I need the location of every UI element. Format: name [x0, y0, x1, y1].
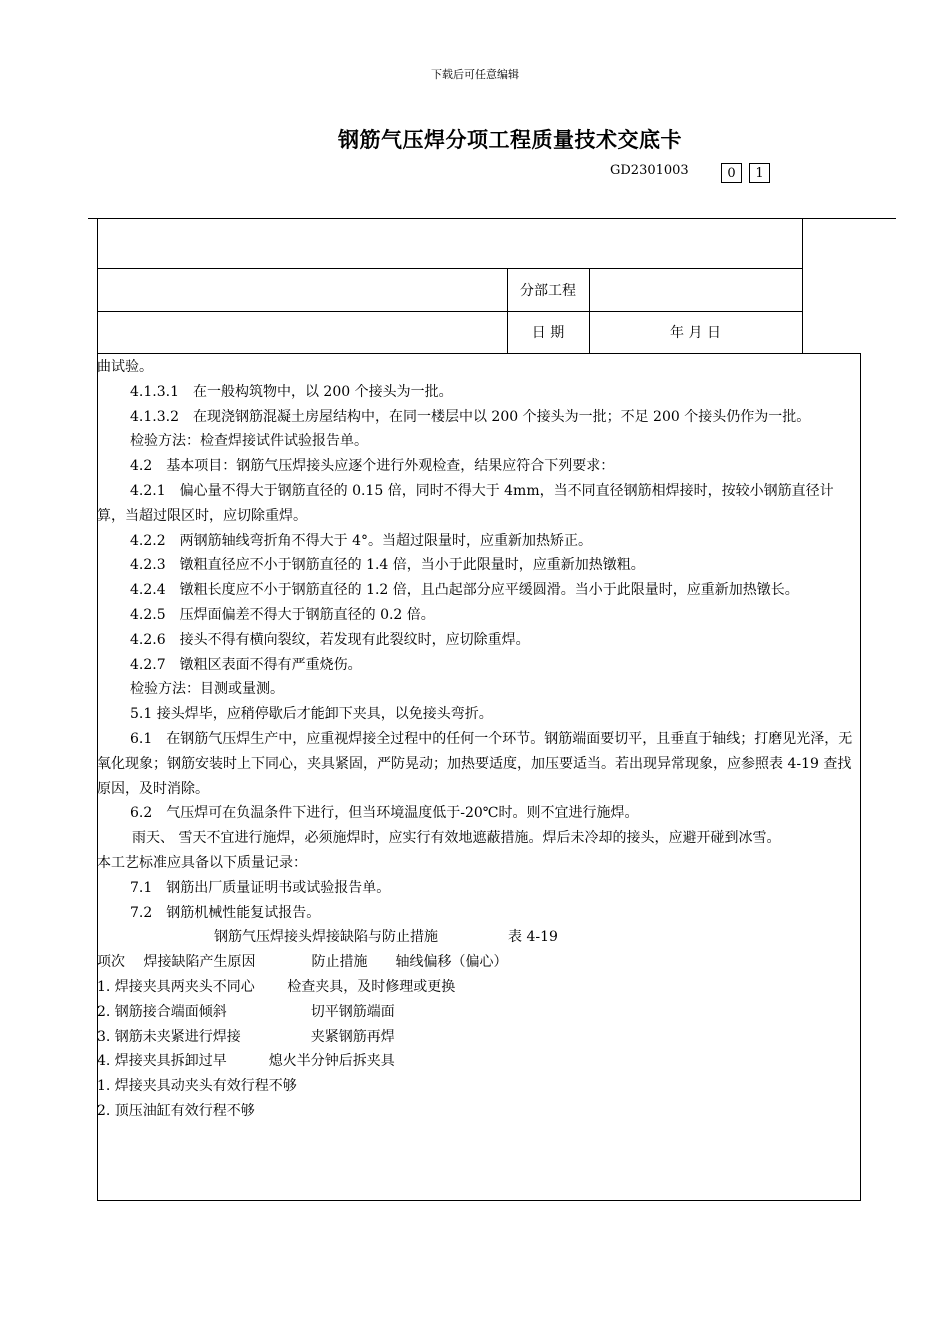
body-line: 6.2 气压焊可在负温条件下进行，但当环境温度低于-20℃时。则不宜进行施焊。 — [130, 805, 639, 822]
body-text — [97, 355, 860, 1124]
table-right-border — [860, 353, 861, 1201]
top-note: 下载后可任意编辑 — [431, 68, 519, 81]
body-line: 4. 焊接夹具拆卸过早 熄火半分钟后拆夹具 — [97, 1053, 395, 1070]
body-line: 4.2.4 镦粗长度应不小于钢筋直径的 1.2 倍，且凸起部分应平缓圆滑。当小于此限量时，应重新加热镦长。 — [130, 582, 799, 599]
body-line: 7.2 钢筋机械性能复试报告。 — [130, 904, 321, 921]
body-line: 4.2.3 镦粗直径应不小于钢筋直径的 1.4 倍，当小于此限量时，应重新加热镦粗。 — [130, 557, 645, 574]
document-code: GD2301003 — [610, 163, 689, 178]
body-line: 检验方法：检查焊接试件试验报告单。 — [130, 433, 368, 450]
body-line: 雨天、 雪天不宜进行施焊，必须施焊时，应实行有效地遮蔽措施。焊后未冷却的接头，应避开碰到冰雪。 — [132, 830, 781, 847]
dept-label: 分部工程 — [520, 283, 576, 299]
body-line: 4.2.7 镦粗区表面不得有严重烧伤。 — [130, 656, 362, 673]
date-value: 年 月 日 — [670, 325, 721, 341]
body-line: 4.1.3.1 在一般构筑物中，以 200 个接头为一批。 — [130, 383, 453, 400]
table-bottom-border — [97, 1200, 861, 1201]
body-line: 3. 钢筋未夹紧进行焊接 夹紧钢筋再焊 — [97, 1028, 395, 1045]
date-label: 日 期 — [531, 325, 565, 341]
body-line: 1. 焊接夹具动夹头有效行程不够 — [97, 1078, 297, 1095]
body-line: 4.1.3.2 在现浇钢筋混凝土房屋结构中，在同一楼层中以 200 个接头为一批；不足 200 个接头仍作为一批。 — [130, 408, 811, 425]
table-row-divider-3 — [97, 353, 861, 354]
table-row-divider-2 — [97, 311, 802, 312]
body-line: 本工艺标准应具备以下质量记录： — [97, 854, 307, 871]
body-line: 2. 顶压油缸有效行程不够 — [97, 1102, 255, 1119]
body-line: 检验方法：目测或量测。 — [130, 681, 284, 698]
body-line: 2. 钢筋接合端面倾斜 切平钢筋端面 — [97, 1003, 395, 1020]
body-line: 1. 焊接夹具两夹头不同心 检查夹具，及时修理或更换 — [97, 978, 456, 995]
code-box-2: 1 — [749, 163, 770, 183]
page-title: 钢筋气压焊分项工程质量技术交底卡 — [338, 127, 682, 152]
body-line: 6.1 在钢筋气压焊生产中，应重视焊接全过程中的任何一个环节。钢筋端面要切平，且垂直于轴线；打磨见光泽，无氧化现象；钢筋安装时上下同心，夹具紧固，严防晃动；加热要适度，加压要适当。若出现异常现象，应参照表 4-19 查找原因，及时消除。 — [97, 730, 853, 797]
table-caption: 钢筋气压焊接头焊接缺陷与防止措施 表 4-19 — [214, 929, 558, 946]
body-line: 5.1 接头焊毕，应稍停歇后才能卸下夹具，以免接头弯折。 — [130, 706, 493, 723]
header-rule — [88, 218, 896, 219]
body-line: 7.1 钢筋出厂质量证明书或试验报告单。 — [130, 879, 391, 896]
table-inner-right-border — [802, 218, 803, 353]
body-line: 4.2.2 两钢筋轴线弯折角不得大于 4°。当超过限量时，应重新加热矫正。 — [130, 532, 592, 549]
body-line: 项次 焊接缺陷产生原因 防止措施 轴线偏移（偏心） — [97, 954, 508, 971]
body-line: 4.2.1 偏心量不得大于钢筋直径的 0.15 倍，同时不得大于 4mm，当不同直径钢筋相焊接时，按较小钢筋直径计算，当超过限区时，应切除重焊。 — [97, 482, 834, 524]
table-row-divider-1 — [97, 268, 802, 269]
code-box-1: 0 — [721, 163, 742, 183]
body-line: 4.2.5 压焊面偏差不得大于钢筋直径的 0.2 倍。 — [130, 606, 435, 623]
body-line: 曲试验。 — [97, 359, 153, 375]
body-line: 4.2 基本项目：钢筋气压焊接头应逐个进行外观检查，结果应符合下列要求： — [130, 458, 615, 475]
body-line: 4.2.6 接头不得有横向裂纹，若发现有此裂纹时，应切除重焊。 — [130, 631, 530, 648]
